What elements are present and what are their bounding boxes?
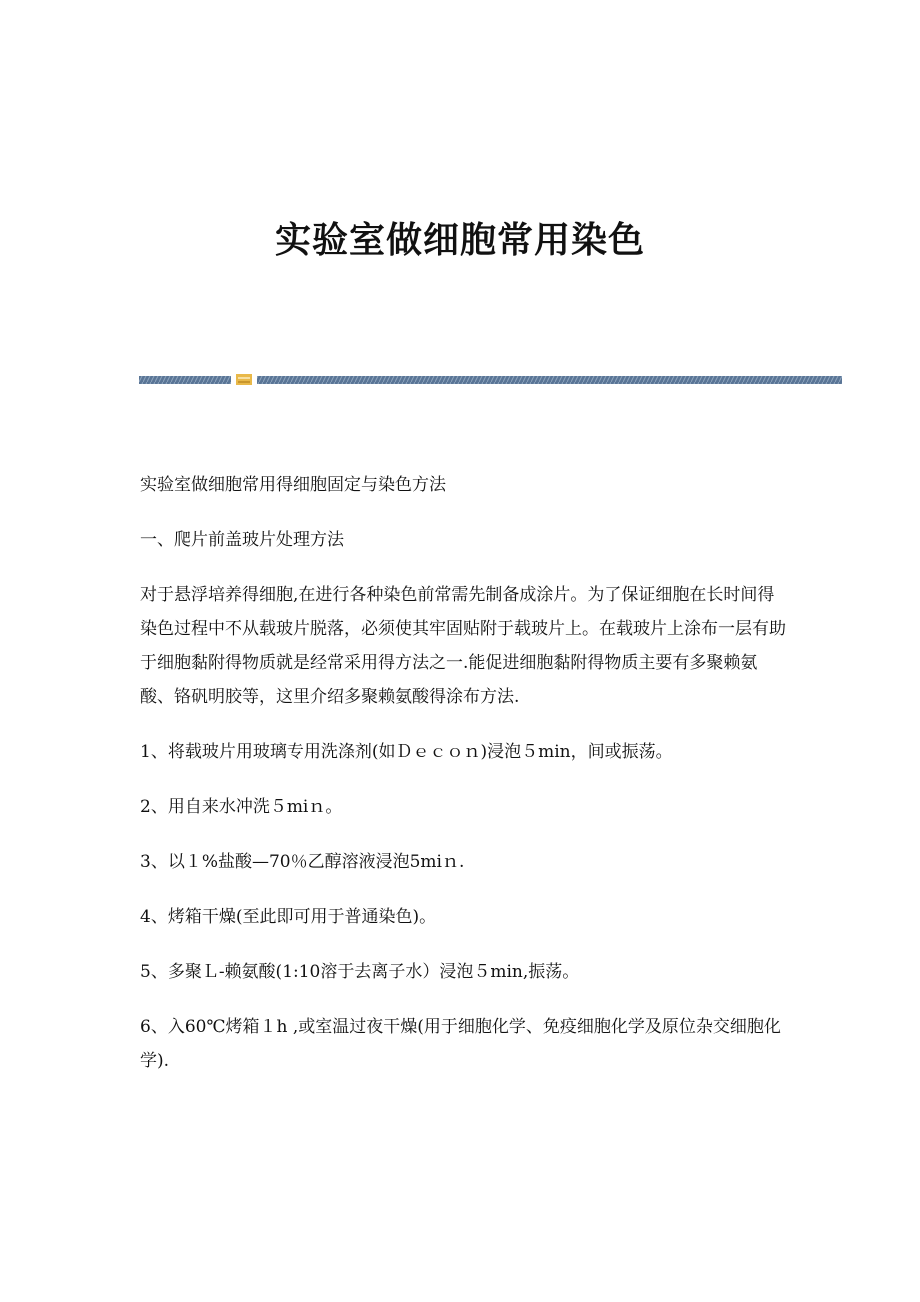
divider-accent [236, 374, 252, 385]
divider-bar-right [257, 376, 842, 384]
paragraph-heading: 实验室做细胞常用得细胞固定与染色方法 [140, 475, 446, 495]
paragraph-step-3: 3、以１%盐酸—70％乙醇溶液浸泡5miｎ. [140, 852, 465, 872]
paragraph-section-title: 一、爬片前盖玻片处理方法 [140, 530, 344, 550]
paragraph-step-5: 5、多聚Ｌ-赖氨酸(1:10溶于去离子水）浸泡５min,振荡。 [140, 962, 580, 982]
paragraph-intro: 对于悬浮培养得细胞,在进行各种染色前常需先制备成涂片。为了保证细胞在长时间得染色过程中不从载玻片脱落，必须使其牢固贴附于载玻片上。在载玻片上涂布一层有助于细胞黏附得物质就是经常采用得方法之一.能促进细胞黏附得物质主要有多聚赖氨酸、铬矾明胶等，这里介绍多聚赖氨酸得涂布方法. [140, 585, 786, 707]
divider-bar-left [139, 376, 231, 384]
document-title: 实验室做细胞常用染色 [274, 219, 645, 261]
decorative-divider [139, 374, 842, 386]
paragraph-step-4: 4、烤箱干燥(至此即可用于普通染色)。 [140, 907, 437, 927]
paragraph-step-1: 1、将载玻片用玻璃专用洗涤剂(如Ｄｅｃｏｎ)浸泡５min，间或振荡。 [140, 742, 673, 762]
paragraph-step-6: 6、入60℃烤箱１h ,或室温过夜干燥(用于细胞化学、免疫细胞化学及原位杂交细胞化学). [140, 1017, 781, 1071]
document-body [140, 468, 790, 1099]
paragraph-step-2: 2、用自来水冲洗５miｎ。 [140, 797, 343, 817]
